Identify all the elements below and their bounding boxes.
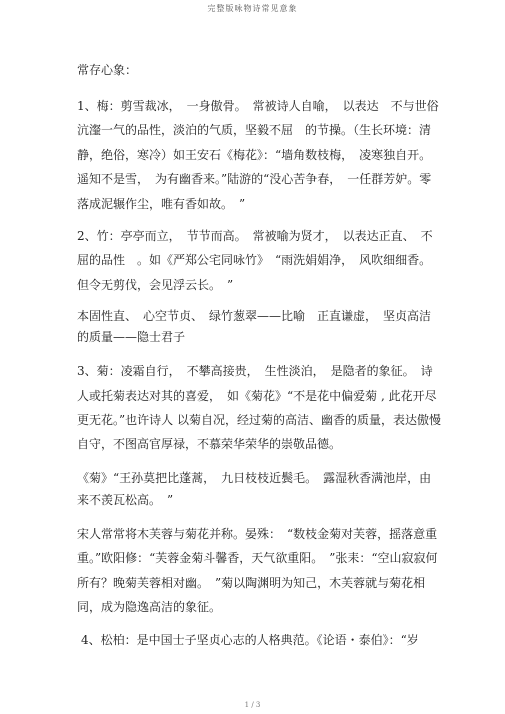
paragraph-bamboo: 2、竹：亭亭而立， 节节而高。 常被喻为贤才， 以表达正直、 不屈的品性 。如《严郑公宅同咏竹》 “雨洗娟娟净， 风吹细细香。但令无剪伐，会见浮云长。 ”: [77, 229, 433, 292]
page-number: 1 / 3: [244, 701, 261, 709]
paragraph-hibiscus: 宋人常常将木芙蓉与菊花并称。晏殊： “数枝金菊对芙蓉，摇落意重重。”欧阳修：“芙蓉金菊斗馨香，天气欲重阳。 ”张耒：“空山寂寂何所有？晚菊芙蓉相对幽。 ”菊以陶渊明为知己，木芙蓉就与菊花相同，成为隐逸高洁的象征。: [77, 526, 438, 615]
section-heading: 常存心象：: [77, 63, 138, 77]
paragraph-plum: 1、梅：剪雪裁冰， 一身傲骨。 常被诗人自喻， 以表达 不与世俗沆瀣一气的品性，淡泊的气质，坚毅不屈 的节操。（生长环境：清静，绝俗，寒冷）如王安石《梅花》：“墙角数枝梅， 凌寒独自开。遥知不是雪， 为有幽香来。”陆游的“没心苦争春， 一任群芳妒。零落成泥辗作尘，唯有香如故。 ”: [77, 99, 439, 211]
paragraph-chrysanthemum: 3、菊：凌霜自行， 不攀高接贵， 生性淡泊， 是隐者的象征。 诗人或托菊表达对其的喜爱， 如《菊花》“不是花中偏爱菊 , 此花开尽更无花。”也许诗人 以菊自况，经过菊的高洁、幽香的质量，表达傲慢自守，不图高官厚禄，不慕荣华荣华的崇敬品德。: [77, 364, 441, 452]
paragraph-bamboo-summary: 本固性直、 心空节贞、 绿竹葱翠——比喻 正直谦虚， 坚贞高洁的质量——隐士君子: [77, 309, 432, 345]
paragraph-chrysanthemum-poem: 《菊》“王孙莫把比蓬蒿， 九日枝枝近鬓毛。 露湿秋香满池岸，由来不羡瓦松高。 ”: [77, 470, 432, 507]
paragraph-pine-cypress: 4、松柏：是中国士子坚贞心志的人格典范。《论语・泰伯》：“岁: [81, 632, 419, 647]
document-body: [77, 60, 442, 660]
page-header: 完整版咏物诗常见意象: [207, 4, 298, 13]
